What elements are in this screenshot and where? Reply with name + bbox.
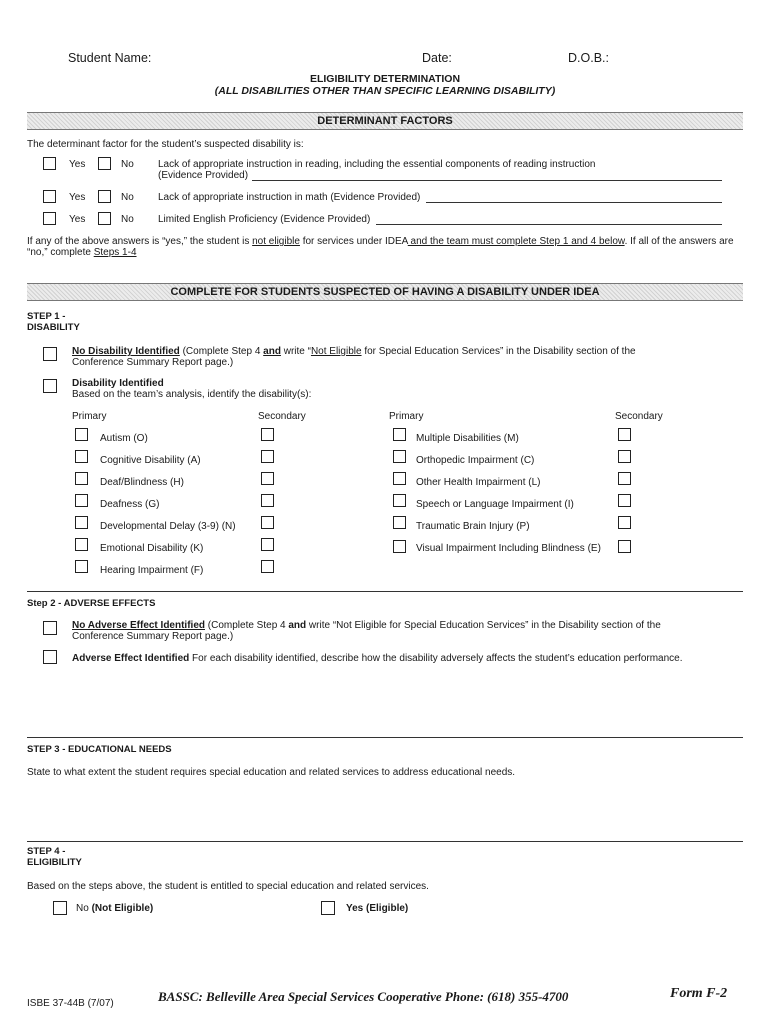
reading-no-label: No [121, 159, 134, 170]
primary-column-label: Primary [72, 411, 107, 422]
lep-no-label: No [121, 214, 134, 225]
primary-column-label-right: Primary [389, 411, 424, 422]
math-no-label: No [121, 192, 134, 203]
lep-yes-checkbox[interactable] [43, 212, 56, 225]
reading-yes-label: Yes [69, 159, 86, 170]
speech-primary-checkbox[interactable] [393, 494, 406, 507]
visual-primary-checkbox[interactable] [393, 540, 406, 553]
disability-identified-label: Disability Identified [72, 378, 164, 389]
cognitive-label: Cognitive Disability (A) [100, 455, 201, 466]
adverse-effect-checkbox[interactable] [43, 650, 57, 664]
hearing-label: Hearing Impairment (F) [100, 565, 204, 576]
autism-label: Autism (O) [100, 433, 148, 444]
determinant-factors-band: DETERMINANT FACTORS [27, 112, 743, 130]
determinant-note-line2: “no,” complete Steps 1-4 [27, 247, 137, 258]
deafness-primary-checkbox[interactable] [75, 494, 88, 507]
reading-factor-text: Lack of appropriate instruction in reading, including the essential components of reading instruction [158, 159, 596, 170]
orthopedic-label: Orthopedic Impairment (C) [416, 455, 535, 466]
multiple-label: Multiple Disabilities (M) [416, 433, 519, 444]
no-disability-text: No Disability Identified (Complete Step 4 and write “Not Eligible for Special Education Services” in the Disability section of the [72, 346, 636, 357]
cognitive-secondary-checkbox[interactable] [261, 450, 274, 463]
tbi-secondary-checkbox[interactable] [618, 516, 631, 529]
autism-secondary-checkbox[interactable] [261, 428, 274, 441]
no-disability-checkbox[interactable] [43, 347, 57, 361]
idea-band: COMPLETE FOR STUDENTS SUSPECTED OF HAVING A DISABILITY UNDER IDEA [27, 283, 743, 301]
determinant-intro: The determinant factor for the student’s suspected disability is: [27, 139, 304, 150]
hearing-secondary-checkbox[interactable] [261, 560, 274, 573]
deafness-label: Deafness (G) [100, 499, 160, 510]
step3-heading: STEP 3 - EDUCATIONAL NEEDS [27, 744, 172, 755]
cognitive-primary-checkbox[interactable] [75, 450, 88, 463]
speech-secondary-checkbox[interactable] [618, 494, 631, 507]
reading-evidence-line[interactable] [252, 180, 722, 181]
tbi-label: Traumatic Brain Injury (P) [416, 521, 530, 532]
math-yes-label: Yes [69, 192, 86, 203]
lep-yes-label: Yes [69, 214, 86, 225]
coop-name-phone: BASSC: Belleville Area Special Services Cooperative Phone: (618) 355-4700 [158, 989, 569, 1004]
developmental-delay-label: Developmental Delay (3-9) (N) [100, 521, 236, 532]
step4-heading: STEP 4 - [27, 846, 66, 857]
not-eligible-label: No (Not Eligible) [76, 903, 154, 914]
emotional-secondary-checkbox[interactable] [261, 538, 274, 551]
math-evidence-line[interactable] [426, 202, 722, 203]
disability-identified-instructions: Based on the team’s analysis, identify the disability(s): [72, 389, 312, 400]
emotional-label: Emotional Disability (K) [100, 543, 204, 554]
dob-label: D.O.B.: [568, 51, 609, 65]
secondary-column-label: Secondary [258, 411, 306, 422]
no-adverse-effect-text-line2: Conference Summary Report page.) [72, 631, 234, 642]
step4-text: Based on the steps above, the student is entitled to special education and related services. [27, 881, 429, 892]
eligible-checkbox[interactable] [321, 901, 335, 915]
visual-secondary-checkbox[interactable] [618, 540, 631, 553]
orthopedic-secondary-checkbox[interactable] [618, 450, 631, 463]
reading-evidence-label: (Evidence Provided) [158, 170, 249, 181]
page-title: ELIGIBILITY DETERMINATION [309, 73, 461, 85]
step4-divider [27, 841, 743, 842]
step3-text: State to what extent the student requires special education and related services to address educational needs. [27, 767, 516, 778]
disability-identified-checkbox[interactable] [43, 379, 57, 393]
other-health-secondary-checkbox[interactable] [618, 472, 631, 485]
developmental-delay-secondary-checkbox[interactable] [261, 516, 274, 529]
autism-primary-checkbox[interactable] [75, 428, 88, 441]
page-subtitle: (ALL DISABILITIES OTHER THAN SPECIFIC LEARNING DISABILITY) [214, 85, 556, 97]
step1-subheading: DISABILITY [27, 322, 80, 333]
visual-label: Visual Impairment Including Blindness (E) [416, 543, 601, 554]
other-health-label: Other Health Impairment (L) [416, 477, 541, 488]
step2-divider [27, 591, 743, 592]
step4-subheading: ELIGIBILITY [27, 857, 82, 868]
deaf-blindness-secondary-checkbox[interactable] [261, 472, 274, 485]
reading-no-checkbox[interactable] [98, 157, 111, 170]
deaf-blindness-label: Deaf/Blindness (H) [100, 477, 184, 488]
lep-evidence-line[interactable] [376, 224, 722, 225]
emotional-primary-checkbox[interactable] [75, 538, 88, 551]
step2-heading: Step 2 - ADVERSE EFFECTS [27, 598, 156, 609]
reading-yes-checkbox[interactable] [43, 157, 56, 170]
math-no-checkbox[interactable] [98, 190, 111, 203]
no-disability-text-line2: Conference Summary Report page.) [72, 357, 234, 368]
date-label: Date: [422, 51, 452, 65]
math-factor-text: Lack of appropriate instruction in math (Evidence Provided) [158, 192, 421, 203]
form-id: Form F-2 [670, 986, 728, 1001]
not-eligible-checkbox[interactable] [53, 901, 67, 915]
orthopedic-primary-checkbox[interactable] [393, 450, 406, 463]
other-health-primary-checkbox[interactable] [393, 472, 406, 485]
no-adverse-effect-text: No Adverse Effect Identified (Complete Step 4 and write “Not Eligible for Special Education Services” in the Disability section of the [72, 620, 661, 631]
step1-heading: STEP 1 - [27, 311, 66, 322]
lep-no-checkbox[interactable] [98, 212, 111, 225]
step3-divider [27, 737, 743, 738]
lep-factor-text: Limited English Proficiency (Evidence Provided) [158, 214, 371, 225]
developmental-delay-primary-checkbox[interactable] [75, 516, 88, 529]
no-adverse-effect-checkbox[interactable] [43, 621, 57, 635]
form-code: ISBE 37-44B (7/07) [27, 998, 114, 1009]
eligible-label: Yes (Eligible) [346, 903, 409, 914]
speech-label: Speech or Language Impairment (I) [416, 499, 574, 510]
determinant-note-line1: If any of the above answers is “yes,” the student is not eligible for services under IDEA and the team must complete Step 1 and 4 below. If all of the answers are [27, 236, 734, 247]
math-yes-checkbox[interactable] [43, 190, 56, 203]
tbi-primary-checkbox[interactable] [393, 516, 406, 529]
student-name-label: Student Name: [68, 51, 152, 65]
secondary-column-label-right: Secondary [615, 411, 663, 422]
deaf-blindness-primary-checkbox[interactable] [75, 472, 88, 485]
deafness-secondary-checkbox[interactable] [261, 494, 274, 507]
multiple-primary-checkbox[interactable] [393, 428, 406, 441]
hearing-primary-checkbox[interactable] [75, 560, 88, 573]
adverse-effect-text: Adverse Effect Identified For each disability identified, describe how the disability adversely affects the student’s education performance. [72, 653, 683, 664]
multiple-secondary-checkbox[interactable] [618, 428, 631, 441]
